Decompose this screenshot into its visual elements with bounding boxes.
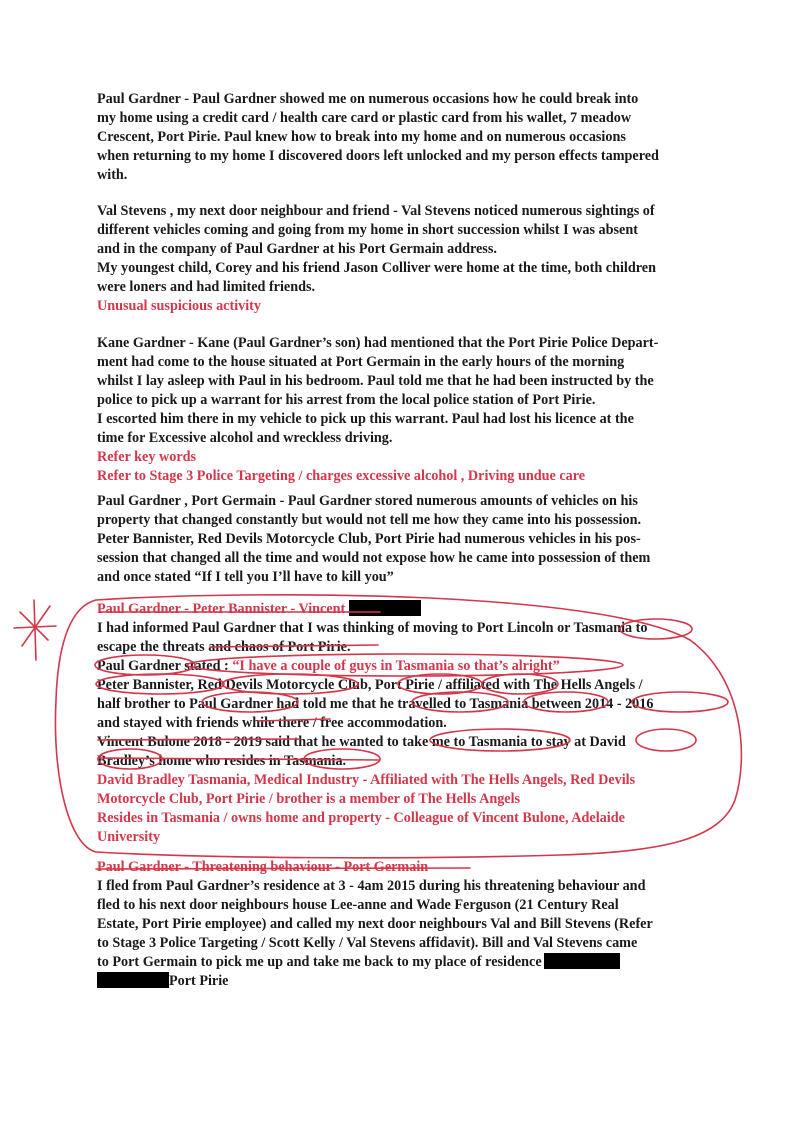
text-line: and in the company of Paul Gardner at his Port Germain address. xyxy=(97,241,497,257)
text-line: escape the threats and chaos of Port Pirie. xyxy=(97,639,351,655)
text-line: Kane Gardner - Kane (Paul Gardner’s son) had mentioned that the Port Pirie Police Depart- xyxy=(97,335,659,351)
text-line: half brother to Paul Gardner had told me that he travelled to Tasmania between 2014 - 2016 xyxy=(97,696,654,712)
text-line: time for Excessive alcohol and wreckless driving. xyxy=(97,430,393,446)
text-line: I fled from Paul Gardner’s residence at 3 - 4am 2015 during his threatening behaviour and xyxy=(97,878,646,894)
text-line: My youngest child, Corey and his friend Jason Colliver were home at the time, both children xyxy=(97,260,656,276)
text-line: with. xyxy=(97,167,128,183)
section-heading: Paul Gardner - Threatening behaviour - Port Germain xyxy=(97,859,429,875)
redaction-box xyxy=(97,972,169,988)
text-line: Vincent Bulone 2018 - 2019 said that he wanted to take me to Tasmania to stay at David xyxy=(97,734,626,750)
text-line: I had informed Paul Gardner that I was thinking of moving to Port Lincoln or Tasmania to xyxy=(97,620,648,636)
text-line: Paul Gardner , Port Germain - Paul Gardner stored numerous amounts of vehicles on his xyxy=(97,493,638,509)
text-line: session that changed all the time and would not expose how he came into possession of them xyxy=(97,550,651,566)
margin-mark xyxy=(14,600,56,660)
text-line: property that changed constantly but would not tell me how they came into his possession. xyxy=(97,512,642,528)
paragraph-kane-gardner xyxy=(97,334,717,486)
text-line: to Stage 3 Police Targeting / Scott Kelly / Val Stevens affidavit). Bill and Val Stevens came xyxy=(97,935,638,951)
red-annotation: Motorcycle Club, Port Pirie / brother is a member of The Hells Angels xyxy=(97,791,521,807)
redaction-box xyxy=(349,600,421,616)
text-line: Paul Gardner stated : “I have a couple of guys in Tasmania so that’s alright” xyxy=(97,658,560,674)
text-line: Peter Bannister, Red Devils Motorcycle Club, Port Pirie had numerous vehicles in his pos- xyxy=(97,531,641,547)
red-annotation: Refer to Stage 3 Police Targeting / charges excessive alcohol , Driving undue care xyxy=(97,468,586,484)
text-line: to Port Germain to pick me up and take me back to my place of residence xyxy=(97,953,717,972)
red-quote: “I have a couple of guys in Tasmania so that’s alright” xyxy=(232,658,560,674)
text-line: Crescent, Port Pirie. Paul knew how to break into my home and on numerous occasions xyxy=(97,129,626,145)
paragraph-break-in xyxy=(97,90,717,185)
text-line: police to pick up a warrant for his arrest from the local police station of Port Pirie. xyxy=(97,392,596,408)
red-annotation: Resides in Tasmania / owns home and property - Colleague of Vincent Bulone, Adelaide xyxy=(97,810,625,826)
text-line: Port Pirie xyxy=(97,972,717,991)
text-line: I escorted him there in my vehicle to pick up this warrant. Paul had lost his licence at the xyxy=(97,411,634,427)
text-line: ment had come to the house situated at Port Germain in the early hours of the morning xyxy=(97,354,625,370)
red-annotation: University xyxy=(97,829,161,845)
red-annotation: Unusual suspicious activity xyxy=(97,298,261,314)
text-line: my home using a credit card / health care card or plastic card from his wallet, 7 meadow xyxy=(97,110,632,126)
text-line: different vehicles coming and going from my home in short succession whilst I was absent xyxy=(97,222,638,238)
redaction-box xyxy=(544,953,620,969)
section-heading: Paul Gardner - Peter Bannister - Vincent xyxy=(97,600,717,619)
text-line: Estate, Port Pirie employee) and called my next door neighbours Val and Bill Stevens (Refer xyxy=(97,916,653,932)
text-line: Paul Gardner - Paul Gardner showed me on numerous occasions how he could break into xyxy=(97,91,639,107)
text-line: Val Stevens , my next door neighbour and friend - Val Stevens noticed numerous sightings of xyxy=(97,203,655,219)
text-line: were loners and had limited friends. xyxy=(97,279,316,295)
paragraph-threatening-behaviour xyxy=(97,858,717,991)
red-annotation: David Bradley Tasmania, Medical Industry - Affiliated with The Hells Angels, Red Devils xyxy=(97,772,636,788)
text-line: fled to his next door neighbours house Lee-anne and Wade Ferguson (21 Century Real xyxy=(97,897,619,913)
text-line: whilst I lay asleep with Paul in his bedroom. Paul told me that he had been instructed by the xyxy=(97,373,654,389)
paragraph-tasmania xyxy=(97,600,717,847)
paragraph-val-stevens xyxy=(97,202,717,316)
text-line: when returning to my home I discovered doors left unlocked and my person effects tampered xyxy=(97,148,659,164)
red-annotation: Refer key words xyxy=(97,449,197,465)
text-line: Peter Bannister, Red Devils Motorcycle Club, Port Pirie / affiliated with The Hells Angels / xyxy=(97,677,643,693)
text-line: and once stated “If I tell you I’ll have to kill you” xyxy=(97,569,394,585)
text-line: and stayed with friends while there / free accommodation. xyxy=(97,715,447,731)
text-line: Bradley’s home who resides in Tasmania. xyxy=(97,753,347,769)
paragraph-vehicles xyxy=(97,492,717,587)
